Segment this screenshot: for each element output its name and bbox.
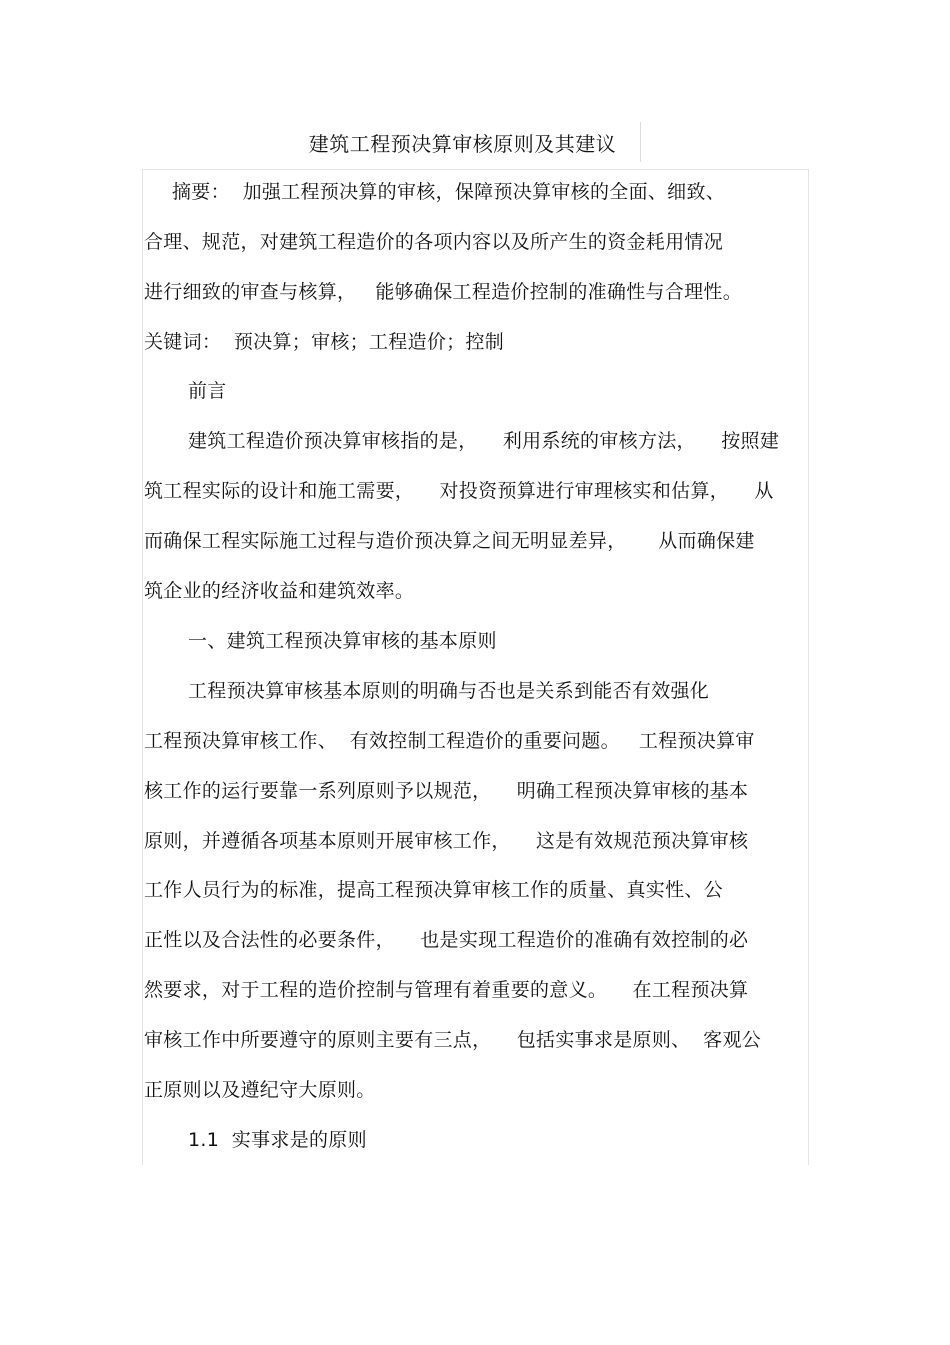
keywords-line: 关键词： 预决算；审核；工程造价；控制 [144,331,505,353]
paragraph-line: 原则，并遵循各项基本原则开展审核工作， 这是有效规范预决算审核 [144,830,749,852]
paragraph-line: 正原则以及遵纪守大原则。 [144,1079,376,1101]
section-heading-1: 一、建筑工程预决算审核的基本原则 [188,630,497,652]
paragraph-line: 而确保工程实际施工过程与造价预决算之间无明显差异， 从而确保建 [144,530,755,552]
paragraph-line: 然要求，对于工程的造价控制与管理有着重要的意义。 在工程预决算 [144,979,749,1001]
paragraph-line: 正性以及合法性的必要条件， 也是实现工程造价的准确有效控制的必 [144,929,749,951]
section-heading-preface: 前言 [188,380,227,402]
paragraph-line: 审核工作中所要遵守的原则主要有三点， 包括实事求是原则、 客观公 [144,1029,762,1051]
paragraph-line: 工程预决算审核工作、 有效控制工程造价的重要问题。 工程预决算审 [144,730,755,752]
paragraph-line: 建筑工程造价预决算审核指的是， 利用系统的审核方法， 按照建 [188,430,780,452]
paragraph-line: 筑企业的经济收益和建筑效率。 [144,580,415,602]
content-frame [142,169,809,1165]
abstract-line: 摘要： 加强工程预决算的审核，保障预决算审核的全面、细致、 [172,181,726,203]
paragraph-line: 核工作的运行要靠一系列原则予以规范， 明确工程预决算审核的基本 [144,780,749,802]
subsection-heading-1-1: 1.1 实事求是的原则 [188,1129,367,1151]
document-title: 建筑工程预决算审核原则及其建议 [308,132,617,156]
paragraph-line: 筑工程实际的设计和施工需要， 对投资预算进行审理核实和估算， 从 [144,480,774,502]
paragraph-line: 工程预决算审核基本原则的明确与否也是关系到能否有效强化 [188,680,710,702]
abstract-line: 进行细致的审查与核算， 能够确保工程造价控制的准确性与合理性。 [144,281,743,303]
abstract-line: 合理、规范，对建筑工程造价的各项内容以及所产生的资金耗用情况 [144,231,724,253]
paragraph-line: 工作人员行为的标准，提高工程预决算审核工作的质量、真实性、公 [144,879,724,901]
